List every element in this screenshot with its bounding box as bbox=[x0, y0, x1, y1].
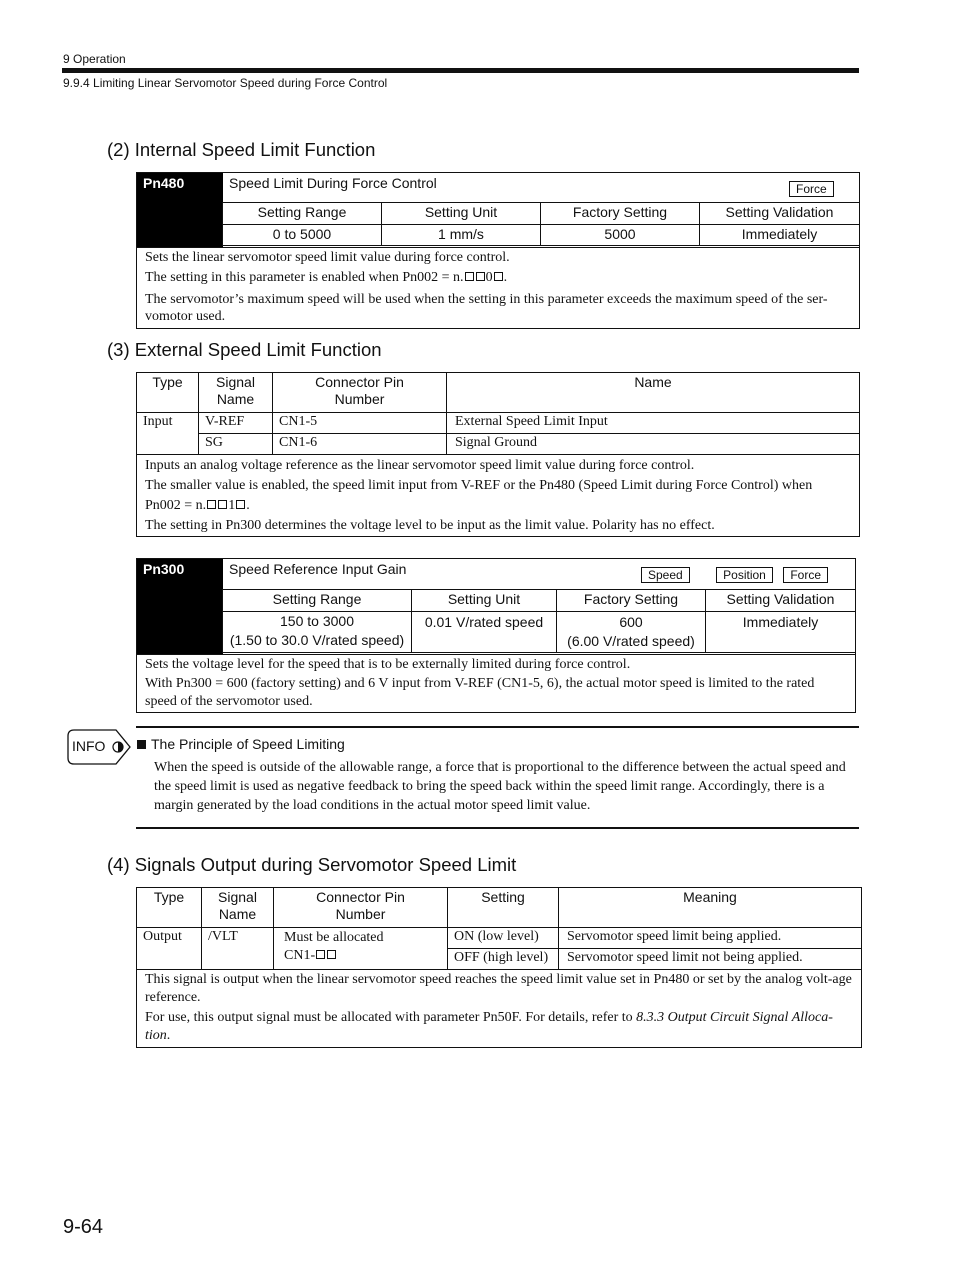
desc-line: This signal is output when the linear servomotor speed reaches the speed limit value set in Pn480 or set by the analog volt-age reference. bbox=[145, 972, 852, 1005]
param-id: Pn300 bbox=[143, 561, 185, 577]
header-factory-setting: Factory Setting bbox=[557, 590, 706, 612]
tag-position: Position bbox=[716, 567, 773, 583]
desc-line: Sets the voltage level for the speed that is to be externally limited during force control. bbox=[145, 657, 631, 672]
header-type: Type bbox=[137, 888, 202, 928]
pin-line-2 bbox=[284, 947, 441, 965]
desc-text: For use, this output signal must be allocated with parameter Pn50F. For details, refer to bbox=[145, 1010, 637, 1025]
section-reference-link[interactable]: 8.3.3 Output Circuit Signal Alloca-tion bbox=[145, 1010, 833, 1043]
range-line-1: 150 to 3000 bbox=[280, 613, 354, 629]
pin-line-1: Must be allocated bbox=[284, 930, 384, 945]
placeholder-box bbox=[207, 500, 216, 509]
desc-line bbox=[145, 496, 851, 516]
info-bottom-rule bbox=[136, 827, 859, 829]
param-description bbox=[137, 247, 859, 325]
factory-line-1: 600 bbox=[619, 614, 643, 630]
output-signal-table bbox=[136, 887, 862, 970]
param-settings-table bbox=[222, 589, 856, 653]
header-connector-pin: Connector Pin Number bbox=[273, 373, 447, 413]
desc-text: . bbox=[166, 1028, 171, 1043]
placeholder-box bbox=[494, 272, 503, 281]
info-top-rule bbox=[136, 726, 859, 728]
cell-type: Input bbox=[137, 413, 199, 455]
pin-text: CN1- bbox=[284, 948, 316, 963]
placeholder-box bbox=[465, 272, 474, 281]
header-signal-name: Signal Name bbox=[199, 373, 273, 413]
param-description bbox=[137, 654, 855, 711]
output-signal-description bbox=[137, 971, 861, 1045]
info-icon bbox=[66, 728, 132, 771]
header-type: Type bbox=[137, 373, 199, 413]
cell-pin: CN1-6 bbox=[273, 434, 447, 455]
page-number: 9-64 bbox=[63, 1216, 104, 1238]
info-body: When the speed is outside of the allowable range, a force that is proportional to the difference between the actual speed and the speed limit is used as negative feedback to bring the speed back within the speed limit range. Accordingly, there is a margin generated by the load conditions in the actual motor speed limit value. bbox=[154, 760, 846, 813]
external-speed-limit-table-box bbox=[136, 372, 860, 537]
header-setting-unit: Setting Unit bbox=[382, 203, 541, 225]
desc-line: Sets the linear servomotor speed limit value during force control. bbox=[145, 250, 510, 265]
header-setting-validation: Setting Validation bbox=[706, 590, 856, 612]
header-name: Name bbox=[447, 373, 860, 413]
section-header: 9.9.4 Limiting Linear Servomotor Speed during Force Control bbox=[63, 76, 388, 90]
header-meaning: Meaning bbox=[559, 888, 862, 928]
cell-signal: V-REF bbox=[199, 413, 273, 434]
info-title bbox=[137, 736, 345, 752]
cell-type: Output bbox=[137, 928, 202, 970]
param-id: Pn480 bbox=[143, 175, 185, 191]
value-setting-unit: 0.01 V/rated speed bbox=[412, 612, 557, 653]
factory-line-2: (6.00 V/rated speed) bbox=[567, 633, 695, 649]
value-setting-validation: Immediately bbox=[706, 612, 856, 653]
desc-text: 1 bbox=[228, 498, 236, 513]
placeholder-box bbox=[236, 500, 245, 509]
info-label: INFO bbox=[72, 738, 106, 754]
desc-line: Inputs an analog voltage reference as the linear servomotor speed limit value during force control. bbox=[145, 458, 695, 473]
value-setting-range bbox=[223, 612, 412, 653]
desc-text: 0 bbox=[485, 270, 493, 285]
bullet-square-icon bbox=[137, 740, 146, 749]
cell-name: External Speed Limit Input bbox=[447, 413, 860, 434]
desc-line: The servomotor’s maximum speed will be used when the setting in this parameter exceeds the maximum speed of the ser-vomotor used. bbox=[145, 292, 828, 324]
signal-table bbox=[136, 372, 860, 455]
desc-text: Pn002 = n. bbox=[145, 498, 207, 513]
desc-line bbox=[145, 1009, 853, 1045]
value-setting-validation: Immediately bbox=[700, 225, 860, 246]
header-setting-range: Setting Range bbox=[223, 203, 382, 225]
header-rule bbox=[62, 68, 859, 73]
header-setting-unit: Setting Unit bbox=[412, 590, 557, 612]
value-factory-setting bbox=[557, 612, 706, 653]
header-setting-validation: Setting Validation bbox=[700, 203, 860, 225]
cell-signal: SG bbox=[199, 434, 273, 455]
header-signal-name: Signal Name bbox=[202, 888, 274, 928]
header-setting-range: Setting Range bbox=[223, 590, 412, 612]
header-setting: Setting bbox=[448, 888, 559, 928]
pn480-parameter-box bbox=[136, 172, 860, 329]
desc-text: . bbox=[246, 498, 250, 513]
desc-line bbox=[145, 268, 851, 288]
placeholder-box bbox=[327, 950, 336, 959]
tag-speed: Speed bbox=[641, 567, 690, 583]
output-signal-table-box bbox=[136, 887, 862, 1048]
cell-meaning: Servomotor speed limit being applied. bbox=[559, 928, 862, 949]
param-id-block bbox=[137, 559, 223, 654]
desc-line: The smaller value is enabled, the speed limit input from V-REF or the Pn480 (Speed Limit during Force Control) when bbox=[145, 478, 813, 493]
placeholder-box bbox=[476, 272, 485, 281]
cell-pin bbox=[274, 928, 448, 970]
cell-signal: /VLT bbox=[202, 928, 274, 970]
cell-meaning: Servomotor speed limit not being applied. bbox=[559, 949, 862, 970]
placeholder-box bbox=[316, 950, 325, 959]
cell-setting: OFF (high level) bbox=[448, 949, 559, 970]
cell-pin: CN1-5 bbox=[273, 413, 447, 434]
desc-text: . bbox=[503, 270, 508, 285]
chapter-header: 9 Operation bbox=[63, 52, 126, 66]
tag-force: Force bbox=[783, 567, 828, 583]
param-name: Speed Reference Input Gain bbox=[229, 561, 407, 577]
section-4-title: (4) Signals Output during Servomotor Speed Limit bbox=[107, 854, 517, 875]
section-3-title: (3) External Speed Limit Function bbox=[107, 339, 382, 360]
param-name: Speed Limit During Force Control bbox=[229, 175, 437, 191]
header-factory-setting: Factory Setting bbox=[541, 203, 700, 225]
value-factory-setting: 5000 bbox=[541, 225, 700, 246]
signal-description bbox=[137, 456, 859, 536]
param-tags bbox=[641, 566, 828, 584]
desc-text: The setting in this parameter is enabled when Pn002 = n. bbox=[145, 270, 464, 285]
value-setting-range: 0 to 5000 bbox=[223, 225, 382, 246]
param-id-block bbox=[137, 173, 223, 247]
value-setting-unit: 1 mm/s bbox=[382, 225, 541, 246]
desc-line: The setting in Pn300 determines the voltage level to be input as the limit value. Polarity has no effect. bbox=[145, 518, 715, 533]
info-title-text: The Principle of Speed Limiting bbox=[151, 736, 345, 752]
cell-name: Signal Ground bbox=[447, 434, 860, 455]
tag-force: Force bbox=[789, 181, 834, 197]
range-line-2: (1.50 to 30.0 V/rated speed) bbox=[229, 632, 405, 648]
header-connector-pin: Connector Pin Number bbox=[274, 888, 448, 928]
param-settings-table bbox=[222, 202, 860, 246]
cell-setting: ON (low level) bbox=[448, 928, 559, 949]
section-2-title: (2) Internal Speed Limit Function bbox=[107, 139, 376, 160]
desc-line: With Pn300 = 600 (factory setting) and 6 V input from V-REF (CN1-5, 6), the actual motor speed is limited to the rated speed of the servomotor used. bbox=[145, 676, 815, 709]
pn300-parameter-box bbox=[136, 558, 856, 713]
placeholder-box bbox=[218, 500, 227, 509]
param-tags bbox=[789, 180, 834, 198]
